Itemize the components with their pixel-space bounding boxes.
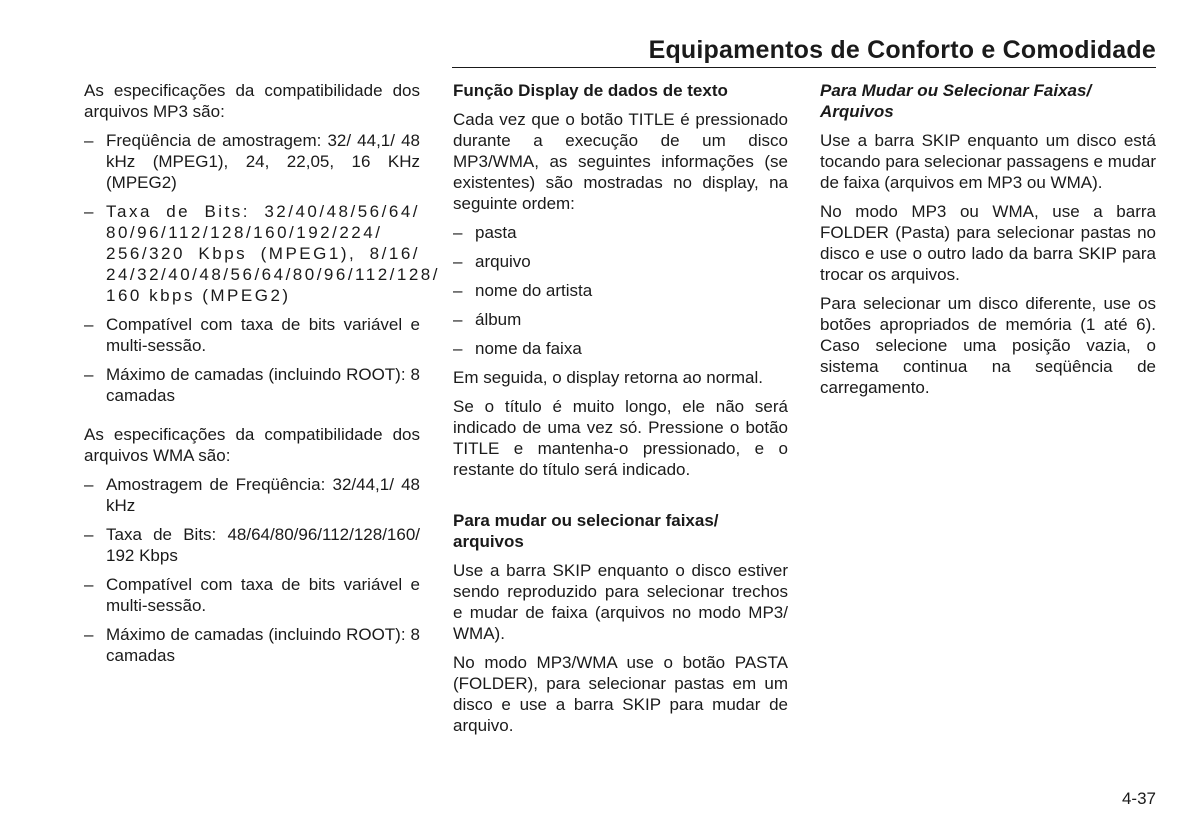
list-item: – nome do artista: [453, 280, 788, 301]
section-heading-text-display: Função Display de dados de texto: [453, 81, 728, 100]
list-item: – Taxa de Bits: 32/40/48/56/64/ 80/96/112/128/160/192/224/ 256/320 Kbps (MPEG1), 8/16/ 24/32/40/48/56/64/80/96/112/128/ 160 kbps (MPEG2): [84, 201, 420, 306]
paragraph: No modo MP3 ou WMA, use a barra FOLDER (Pasta) para selecionar pastas no disco e use o outro lado da barra SKIP para trocar os arquivos.: [820, 202, 1156, 284]
list-item: – Compatível com taxa de bits variável e multi-sessão.: [84, 574, 420, 616]
paragraph: Use a barra SKIP enquanto o disco estiver sendo reproduzido para selecionar trechos e mudar de faixa (arquivos no modo MP3/ WMA).: [453, 561, 788, 643]
paragraph: Para selecionar um disco diferente, use os botões apropriados de memória (1 até 6). Caso selecione uma posição vazia, o sistema continua na seqüência de carregamento.: [820, 294, 1156, 397]
section-heading-select-tracks: Para Mudar ou Selecionar Faixas/ Arquivos: [820, 81, 1092, 121]
list-item: – Freqüência de amostragem: 32/ 44,1/ 48 kHz (MPEG1), 24, 22,05, 16 KHz (MPEG2): [84, 130, 420, 193]
column-right: [820, 80, 1156, 406]
list-item: – pasta: [453, 222, 788, 243]
section-heading-change-tracks: Para mudar ou selecionar faixas/ arquivos: [453, 511, 719, 551]
display-order-list: [453, 222, 788, 359]
paragraph: Cada vez que o botão TITLE é pressionado durante a execução de um disco MP3/WMA, as seguintes informações (se existentes) são mostradas no display, na seguinte ordem:: [453, 110, 788, 213]
mp3-intro: As especificações da compatibilidade dos arquivos MP3 são:: [84, 81, 420, 121]
wma-spec-list: [84, 474, 420, 666]
column-left: [84, 80, 440, 674]
page-number: 4-37: [1121, 789, 1156, 808]
list-item: – nome da faixa: [453, 338, 788, 359]
paragraph: Se o título é muito longo, ele não será indicado de uma vez só. Pressione o botão TITLE e mantenha-o pressionado, e o restante do título será indicado.: [453, 397, 788, 479]
list-item: – álbum: [453, 309, 788, 330]
header-rule: [452, 67, 1156, 68]
paragraph: Em seguida, o display retorna ao normal.: [453, 368, 763, 387]
page-title: Equipamentos de Conforto e Comodidade: [648, 36, 1156, 64]
list-item: – Máximo de camadas (incluindo ROOT): 8 camadas: [84, 624, 420, 666]
list-item: – arquivo: [453, 251, 788, 272]
list-item: – Compatível com taxa de bits variável e multi-sessão.: [84, 314, 420, 356]
column-middle: [453, 80, 788, 744]
mp3-spec-list: [84, 130, 440, 406]
list-item: – Máximo de camadas (incluindo ROOT): 8 camadas: [84, 364, 420, 406]
wma-intro: As especificações da compatibilidade dos arquivos WMA são:: [84, 425, 420, 465]
paragraph: Use a barra SKIP enquanto um disco está tocando para selecionar passagens e mudar de faixa (arquivos em MP3 ou WMA).: [820, 131, 1156, 192]
list-item: – Amostragem de Freqüência: 32/44,1/ 48 kHz: [84, 474, 420, 516]
paragraph: No modo MP3/WMA use o botão PASTA (FOLDER), para selecionar pastas em um disco e use a barra SKIP para mudar de arquivo.: [453, 653, 788, 735]
list-item: – Taxa de Bits: 48/64/80/96/112/128/160/ 192 Kbps: [84, 524, 420, 566]
